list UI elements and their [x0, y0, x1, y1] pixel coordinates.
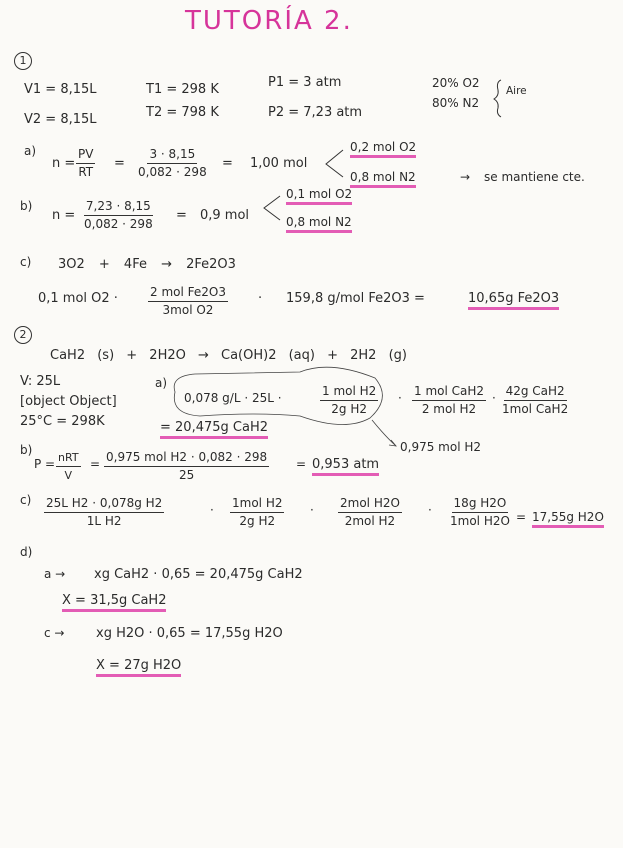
- 1a-n2-moles: 0,8 mol N2: [350, 170, 416, 188]
- 2c-result: 17,55g H2O: [532, 510, 604, 528]
- reaction-fe: 3O2 + 4Fe → 2Fe2O3: [58, 257, 236, 272]
- p2-value: P2 = 7,23 atm: [268, 105, 363, 120]
- equals-1a: =: [222, 156, 233, 171]
- 2d-a-label: a →: [44, 567, 66, 581]
- t2-value: T2 = 798 K: [146, 105, 219, 120]
- 1c-frac-num: 2 mol Fe2O3: [148, 285, 228, 302]
- 2a-f1-num: 1 mol H2: [320, 384, 378, 401]
- 1c-dot: ·: [258, 291, 263, 306]
- density-value: [object Object]: [20, 394, 117, 409]
- 1b-o2-moles: 0,1 mol O2: [286, 187, 352, 205]
- n2-percent: 80% N2: [432, 96, 480, 110]
- o2-percent: 20% O2: [432, 76, 480, 90]
- 2a-f3-den: 1mol CaH2: [502, 402, 569, 416]
- p1-value: P1 = 3 atm: [268, 75, 342, 90]
- 2c-f3-den: 1mol H2O: [450, 514, 510, 528]
- 2b-v: V: [64, 469, 73, 482]
- 2c-dot-2: ·: [310, 503, 314, 517]
- 2a-f1-den: 2g H2: [331, 402, 368, 416]
- 2c-f1-num: 1mol H2: [230, 496, 284, 513]
- fraction-nrt-v: [56, 450, 81, 483]
- 2d-c-result: X = 27g H2O: [96, 658, 181, 677]
- v2-value: V2 = 8,15L: [24, 112, 97, 127]
- 2c-equals: =: [516, 510, 527, 524]
- fraction-2c-mol-h2: [230, 496, 284, 529]
- exercise-1-number: 1: [14, 52, 32, 70]
- part-1b-label: b): [20, 199, 33, 213]
- 2c-dot-3: ·: [428, 503, 432, 517]
- arrow-1a: →: [460, 170, 471, 184]
- 2c-f2-den: 2mol H2: [344, 514, 396, 528]
- volume-value: V: 25L: [20, 374, 61, 389]
- 2b-result: 0,953 atm: [312, 457, 379, 476]
- part-1a-label: a): [24, 144, 37, 158]
- fraction-25l-h2: [44, 496, 164, 529]
- n-equals-1a: n =: [52, 156, 76, 171]
- p-equals: P =: [34, 457, 56, 471]
- 2c-f1-den: 2g H2: [239, 514, 276, 528]
- 2a-start: 0,078 g/L · 25L ·: [184, 391, 282, 405]
- fraction-cah2-h2: [412, 384, 486, 417]
- 1c-result: 10,65g Fe2O3: [468, 291, 559, 310]
- 2c-dot-1: ·: [210, 503, 214, 517]
- 2d-a-result: X = 31,5g CaH2: [62, 593, 166, 612]
- 1a-denominator: 0,082 · 298: [138, 165, 207, 179]
- 1c-frac-den: 3mol O2: [162, 303, 214, 317]
- fraction-2c-g-h2o: [448, 496, 512, 529]
- reaction-cah2: CaH2 (s) + 2H2O → Ca(OH)2 (aq) + 2H2 (g): [50, 348, 407, 363]
- 2d-a-equation: xg CaH2 · 0,65 = 20,475g CaH2: [94, 567, 303, 582]
- 2b-equals-2: =: [296, 457, 307, 471]
- pv-numerator: PV: [76, 147, 95, 164]
- rt-denominator: RT: [78, 165, 94, 179]
- 1b-numerator: 7,23 · 8,15: [84, 199, 153, 216]
- 2b-equals: =: [90, 457, 101, 471]
- 2a-f2-num: 1 mol CaH2: [412, 384, 486, 401]
- 1a-numerator: 3 · 8,15: [147, 147, 197, 164]
- 2c-f2-num: 2mol H2O: [338, 496, 402, 513]
- part-2c-label: c): [20, 493, 32, 507]
- fraction-fe2o3-o2: [148, 285, 228, 318]
- fraction-g-cah2: [500, 384, 570, 417]
- 2a-result: = 20,475g CaH2: [160, 420, 268, 439]
- 1c-start: 0,1 mol O2 ·: [38, 291, 118, 306]
- part-2a-label: a): [155, 376, 168, 390]
- 1b-denominator: 0,082 · 298: [84, 217, 153, 231]
- n-equals-1b: n =: [52, 208, 76, 223]
- 1c-molar-mass: 159,8 g/mol Fe2O3 =: [286, 291, 425, 306]
- 2a-side-moles: 0,975 mol H2: [400, 440, 482, 454]
- fraction-2b-values: [104, 450, 269, 483]
- fraction-mol-h2-g: [320, 384, 378, 417]
- exercise-2-number: 2: [14, 326, 32, 344]
- fraction-2c-h2o-h2: [338, 496, 402, 529]
- 2d-c-equation: xg H2O · 0,65 = 17,55g H2O: [96, 626, 283, 641]
- fraction-pv-rt: [76, 147, 95, 180]
- 1a-o2-moles: 0,2 mol O2: [350, 140, 416, 158]
- 2a-f2-den: 2 mol H2: [421, 402, 477, 416]
- 2c-f0-num: 25L H2 · 0,078g H2: [44, 496, 164, 513]
- temperature-value: 25°C = 298K: [20, 414, 105, 429]
- fraction-1a-values: [136, 147, 209, 180]
- equals-1b: =: [176, 208, 187, 223]
- 2b-numerator: 0,975 mol H2 · 0,082 · 298: [104, 450, 269, 467]
- 2a-f3-num: 42g CaH2: [504, 384, 567, 401]
- page-title: TUTORÍA 2.: [185, 6, 353, 36]
- part-2b-label: b): [20, 443, 33, 457]
- t1-value: T1 = 298 K: [146, 82, 219, 97]
- note-constant: se mantiene cte.: [484, 170, 585, 184]
- part-2d-label: d): [20, 545, 33, 559]
- 1b-n2-moles: 0,8 mol N2: [286, 215, 352, 233]
- 2b-nrt: nRT: [56, 450, 81, 467]
- part-1c-label: c): [20, 255, 32, 269]
- 1a-total-moles: 1,00 mol: [250, 156, 308, 171]
- 2d-c-label: c →: [44, 626, 65, 640]
- 2c-f0-den: 1L H2: [86, 514, 122, 528]
- 1b-total-moles: 0,9 mol: [200, 208, 250, 223]
- 2c-f3-num: 18g H2O: [452, 496, 509, 513]
- v1-value: V1 = 8,15L: [24, 82, 97, 97]
- aire-label: Aire: [506, 85, 527, 97]
- 2b-denominator: 25: [178, 468, 195, 482]
- fraction-1b-values: [82, 199, 155, 232]
